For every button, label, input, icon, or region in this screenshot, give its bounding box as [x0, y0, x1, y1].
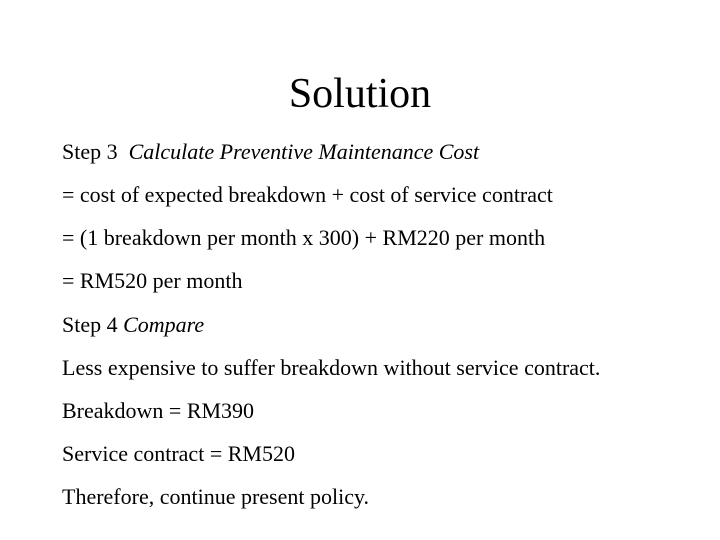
- step-3-line: [62, 139, 479, 165]
- formula-line-1: = cost of expected breakdown + cost of service contract: [62, 182, 553, 207]
- conclusion-line-3: Service contract = RM520: [62, 441, 295, 466]
- conclusion-line-4: Therefore, continue present policy.: [62, 484, 370, 509]
- step-4-line: [62, 312, 204, 338]
- formula-line-3: = RM520 per month: [62, 268, 243, 293]
- conclusion-line-2: Breakdown = RM390: [62, 398, 255, 423]
- step-3-label: Step 3: [62, 139, 118, 164]
- conclusion-line-1: Less expensive to suffer breakdown without service contract.: [62, 355, 601, 380]
- formula-line-2: = (1 breakdown per month x 300) + RM220 per month: [62, 225, 546, 250]
- step-3-heading: Calculate Preventive Maintenance Cost: [128, 139, 480, 164]
- step-4-label: Step 4: [62, 312, 118, 337]
- slide-title: Solution: [288, 71, 432, 117]
- step-4-heading: Compare: [123, 312, 205, 337]
